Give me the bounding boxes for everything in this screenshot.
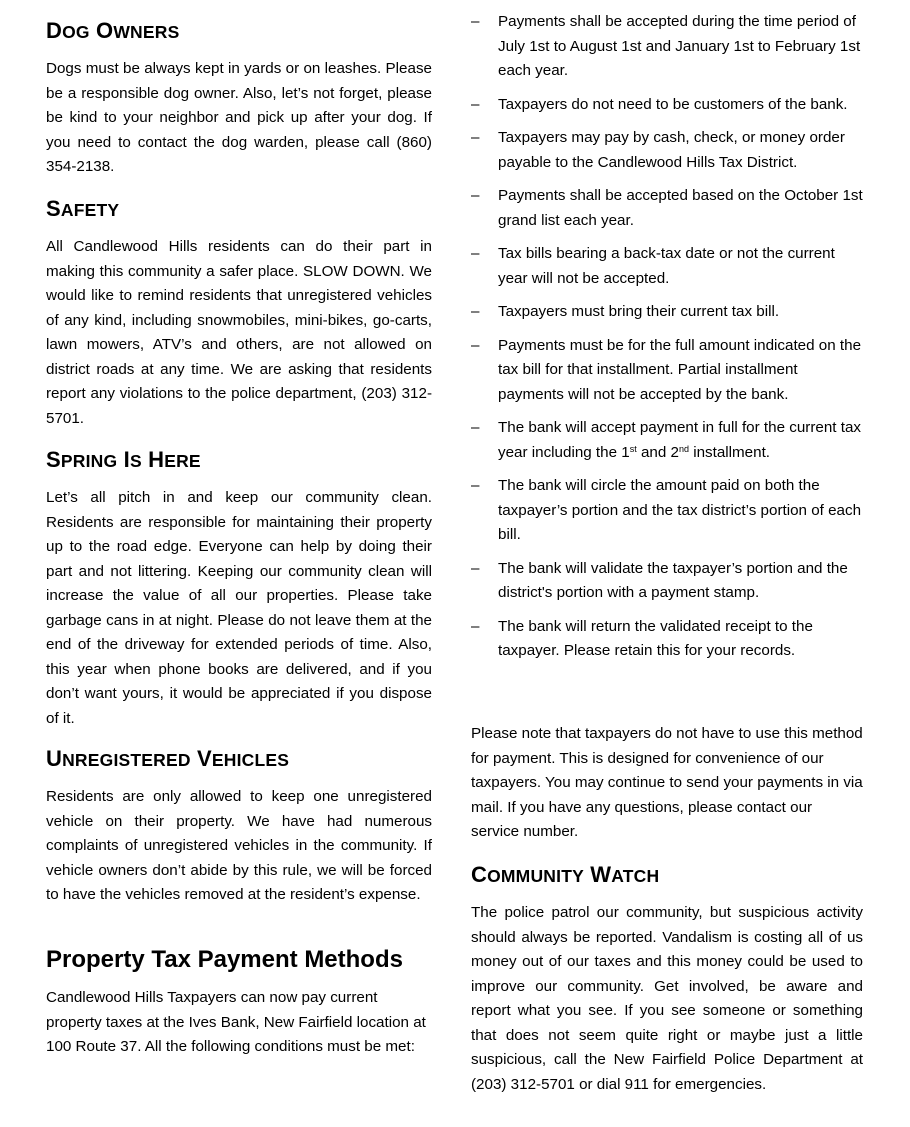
list-item: – Payments shall be accepted during the time period of July 1st to August 1st and January 1st to February 1st each year. xyxy=(471,13,861,79)
tax-section xyxy=(46,946,432,1060)
safety-heading: SAFETY xyxy=(46,196,120,221)
unregistered-text: Residents are only allowed to keep one unregistered vehicle on their property. We have had numerous complaints of unregistered vehicles in the community. If vehicle owners don’t abide by this rule, we will be forced to have the vehicles removed at the resident’s expense. xyxy=(46,788,432,903)
list-item: – Tax bills bearing a back-tax date or not the current year will not be accepted. xyxy=(471,245,835,287)
unregistered-heading: UNREGISTERED VEHICLES xyxy=(46,746,290,771)
community-watch-heading: COMMUNITY WATCH xyxy=(471,862,660,887)
list-item: – The bank will accept payment in full for the current tax year including the 1st and 2nd installment. xyxy=(471,419,861,461)
dog-owners-text: Dogs must be always kept in yards or on leashes. Please be a responsible dog owner. Also, let’s not forget, please be kind to your neighbor and pick up after your dog. If you need to contact the dog warden, please call (860) 354-2138. xyxy=(46,60,432,175)
list-item: – The bank will return the validated receipt to the taxpayer. Please retain this for your records. xyxy=(471,617,813,659)
spring-heading: SPRING IS HERE xyxy=(46,447,201,472)
tax-heading: Property Tax Payment Methods xyxy=(46,946,403,973)
list-item: – Taxpayers may pay by cash, check, or money order payable to the Candlewood Hills Tax District. xyxy=(471,129,845,171)
dog-owners-section xyxy=(46,18,432,180)
unregistered-section xyxy=(46,746,432,908)
community-watch-section xyxy=(471,862,863,1097)
safety-text: All Candlewood Hills residents can do their part in making this community a safer place. SLOW DOWN. We would like to remind residents that unregistered vehicles of any kind, including snowmobiles, mini-bikes, go-carts, lawn mowers, ATV’s and others, are not allowed on district roads at any time. We are asking that residents report any violations to the police department, (203) 312-5701. xyxy=(46,238,432,427)
community-watch-text: The police patrol our community, but suspicious activity should always be reported. Vandalism is costing all of us money out of our taxes and this money could be used to improve our community. Get involved, be aware and report what you see. If you see someone or something that does not seem quite right or maybe just a little suspicious, call the New Fairfield Police Department at (203) 312-5701 or dial 911 for emergencies. xyxy=(471,904,863,1093)
spring-section xyxy=(46,447,432,731)
safety-section xyxy=(46,196,432,431)
tax-intro-text: Candlewood Hills Taxpayers can now pay current property taxes at the Ives Bank, New Fairfield location at 100 Route 37. All the following conditions must be met: xyxy=(46,989,426,1055)
list-item: – Payments must be for the full amount indicated on the tax bill for that installment. Partial installment payments will not be accepted by the bank. xyxy=(471,336,862,403)
list-item: – The bank will circle the amount paid on both the taxpayer’s portion and the tax district’s portion of each bill. xyxy=(471,477,862,543)
list-item: – Payments shall be accepted based on the October 1st grand list each year. xyxy=(471,187,863,229)
dog-owners-heading: DOG OWNERS xyxy=(46,18,180,43)
spring-text: Let’s all pitch in and keep our community clean. Residents are responsible for maintaining their property up to the road edge. Everyone can help by doing their part and not littering. Keeping our community clean will increase the value of all our properties. Please take garbage cans in at night. Please do not leave them at the end of the driveway for extended periods of time. Also, this year when phone books are delivered, and if you don’t want yours, it would be appreciated if you dispose of it. xyxy=(46,489,432,727)
conditions-list xyxy=(471,10,863,664)
payment-note-text: Please note that taxpayers do not have to use this method for payment. This is designed for convenience of our taxpayers. You may continue to send your payments in via mail. If you have any questions, please contact our service number. xyxy=(471,725,863,840)
list-item: – Taxpayers do not need to be customers of the bank. xyxy=(471,95,848,113)
list-item: – Taxpayers must bring their current tax bill. xyxy=(471,303,780,320)
list-item: – The bank will validate the taxpayer’s portion and the district's portion with a payment stamp. xyxy=(471,559,848,601)
